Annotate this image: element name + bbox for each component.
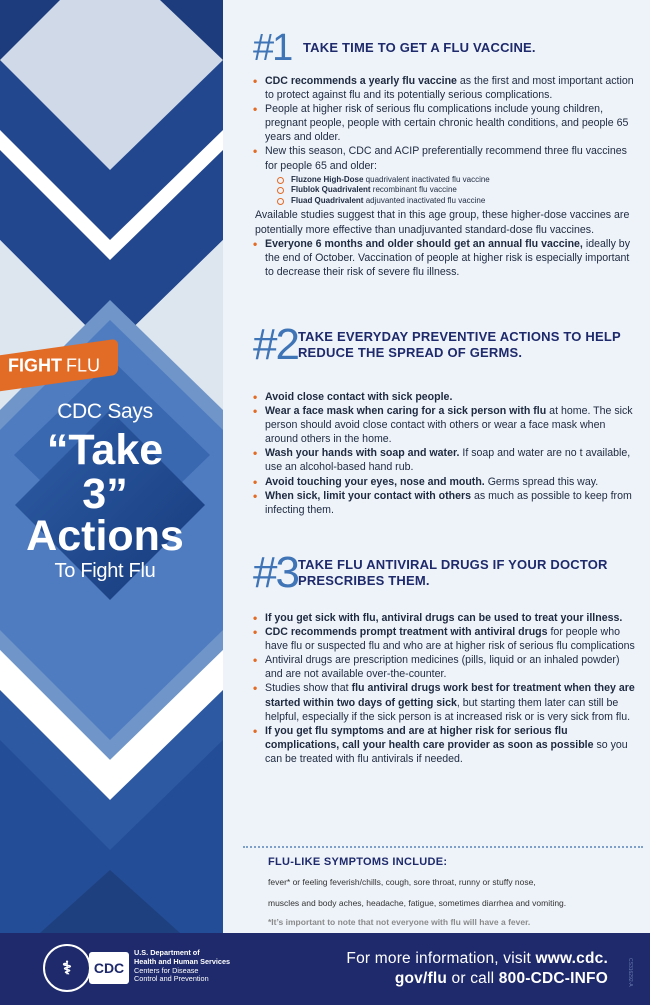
left-title	[20, 400, 190, 583]
section-title: TAKE EVERYDAY PREVENTIVE ACTIONS TO HELP REDUCE THE SPREAD OF GERMS.	[297, 329, 621, 360]
section-title: TAKE TIME TO GET A FLU VACCINE.	[303, 40, 536, 55]
section-number: #3	[253, 548, 298, 597]
list-item: • Antiviral drugs are prescription medicines (pills, liquid or an inhaled powder) and are not available over-the-counter.	[253, 653, 635, 681]
list-item: • When sick, limit your contact with others as much as possible to keep from infecting them.	[253, 489, 635, 517]
vaccine-list	[277, 175, 635, 207]
list-item: • If you get sick with flu, antiviral drugs can be used to treat your illness.	[253, 611, 635, 625]
symptoms-title: FLU-LIKE SYMPTOMS INCLUDE:	[268, 856, 448, 868]
dotted-divider	[243, 846, 643, 848]
section-1	[253, 28, 635, 279]
symptoms-line: fever* or feeling feverish/chills, cough, sore throat, runny or stuffy nose,	[268, 877, 536, 887]
badge-flu: FLU	[66, 355, 101, 376]
left-decorative-panel	[0, 0, 223, 933]
list-item: • Wear a face mask when caring for a sick person with flu at home. The sick person should avoid close contact with others or wear a face mask when around others in the home.	[253, 404, 635, 446]
actions-heading: Actions	[26, 512, 184, 560]
department-text: U.S. Department of Health and Human Services Centers for Disease Control and Prevention	[134, 948, 231, 984]
more-info-text: For more information, visit www.cdc. gov/flu or call 800-CDC-INFO	[346, 950, 608, 987]
list-item: • People at higher risk of serious flu complications include young children, pregnant people, people with certain chronic health conditions, and people 65 years and older.	[253, 102, 635, 144]
cdc-logo: CDC	[89, 952, 129, 984]
list-item: • CDC recommends a yearly flu vaccine as the first and most important action to protect against flu and its potentially serious complications.	[253, 74, 635, 102]
content-panel	[223, 0, 650, 933]
vaccine-item: Fluad Quadrivalent adjuvanted inactivated flu vaccine	[277, 196, 635, 207]
badge-fight: FIGHT	[8, 355, 62, 376]
section-title: TAKE FLU ANTIVIRAL DRUGS IF YOUR DOCTOR PRESCRIBES THEM.	[297, 557, 608, 588]
cdc-says: CDC Says	[57, 400, 153, 423]
list-item: • Avoid touching your eyes, nose and mouth. Germs spread this way.	[253, 475, 635, 489]
list-paragraph: Available studies suggest that in this age group, these higher-dose vaccines are potentially more effective than unadjuvanted standard-dose flu vaccines.	[255, 209, 630, 236]
section-number: #1	[253, 27, 292, 69]
list-item: • Avoid close contact with sick people.	[253, 390, 635, 404]
to-fight-flu: To Fight Flu	[54, 560, 156, 582]
section-number: #2	[253, 320, 298, 369]
list-item: • Everyone 6 months and older should get an annual flu vaccine, ideally by the end of October. Vaccination of people at higher risk is especially important to decrease their risk of severe flu illness.	[253, 237, 635, 279]
section-2	[253, 320, 635, 517]
publication-code: CS316292-A	[627, 958, 633, 987]
symptoms-line: muscles and body aches, headache, fatigue, sometimes diarrhea and vomiting.	[268, 898, 567, 908]
list-item: • Wash your hands with soap and water. If soap and water are no t available, use an alcohol-based hand rub.	[253, 446, 635, 474]
vaccine-item: Fluzone High-Dose quadrivalent inactivated flu vaccine	[277, 175, 635, 186]
list-item: • CDC recommends prompt treatment with antiviral drugs for people who have flu or suspected flu and who are at higher risk of serious flu complications	[253, 625, 635, 653]
take-3-heading: “Take 3”	[46, 426, 164, 518]
section-3	[253, 548, 635, 766]
hhs-seal-icon: ⚕	[43, 944, 91, 992]
symptoms-note: *It’s important to note that not everyone with flu will have a fever.	[268, 917, 531, 927]
symptoms-box	[268, 856, 638, 928]
vaccine-item: Flublok Quadrivalent recombinant flu vaccine	[277, 185, 635, 196]
list-item: • New this season, CDC and ACIP preferentially recommend three flu vaccines for people 65 and older: Fluzone High-Dose quadrivalent inactivated flu vaccine Flublok Quadrivalent recombinant flu vaccine Fluad Quadrivalent adjuvanted inactivated flu vaccine	[253, 144, 635, 206]
list-item: • If you get flu symptoms and are at higher risk for serious flu complications, call your health care provider as soon as possible so you can be treated with flu antivirals if needed.	[253, 724, 635, 766]
list-item: • Studies show that flu antiviral drugs work best for treatment when they are started within two days of getting sick, but starting them later can still be helpful, especially if the sick person is at increased risk or is very sick from flu.	[253, 681, 635, 723]
footer	[0, 933, 650, 1005]
